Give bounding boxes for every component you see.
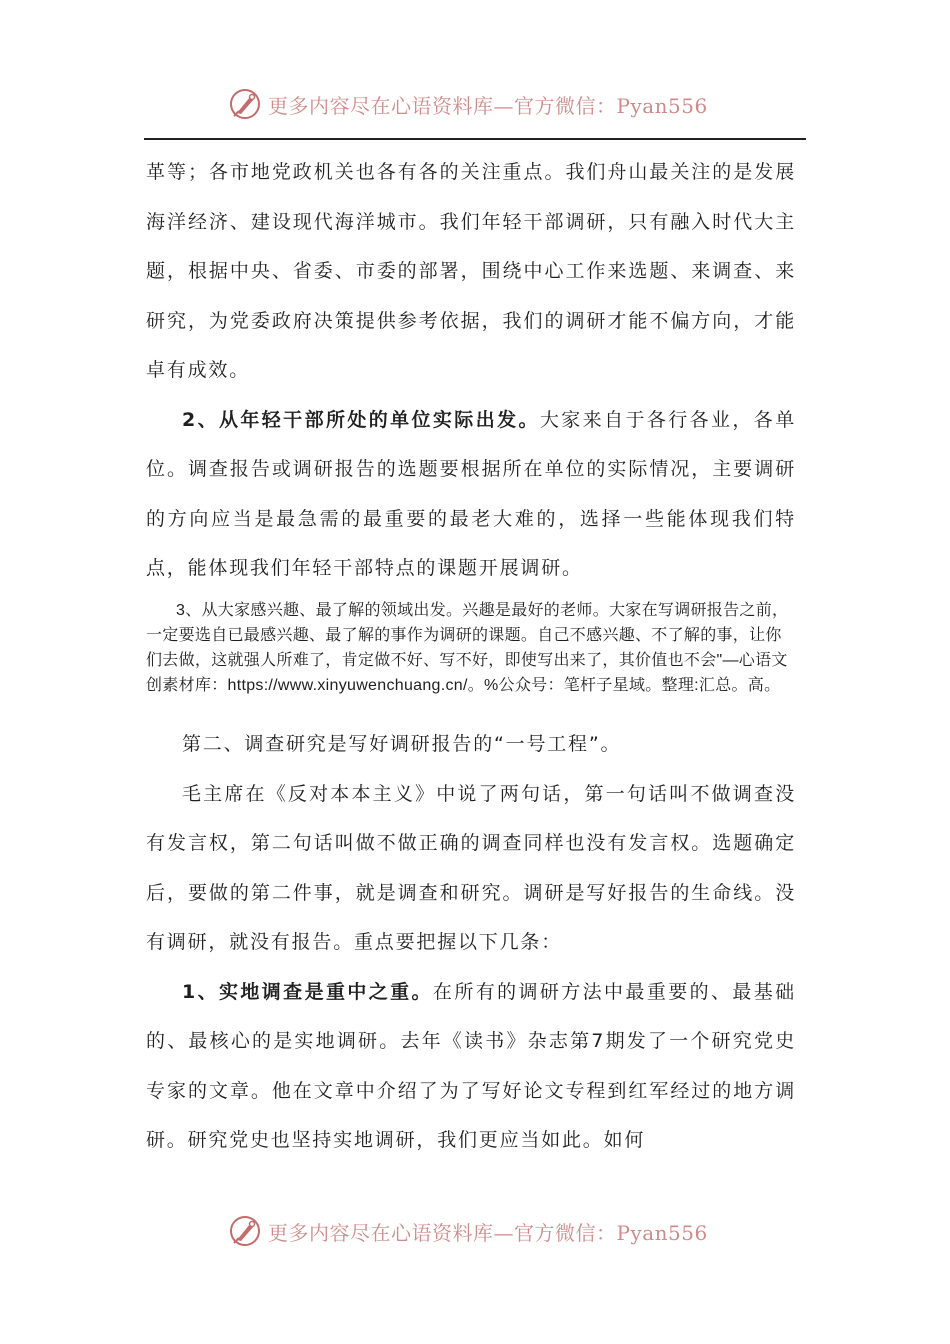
paragraph-2: [146, 396, 796, 594]
header-banner-text: 更多内容尽在心语资料库—官方微信：Pyan556: [268, 93, 708, 118]
paragraph-2-text: 大家来自于各行各业，各单位。调查报告或调研报告的选题要根据所在单位的实际情况，主要调研的方向应当是最急需的最重要的最老大难的，选择一些能体现我们特点，能体现我们年轻干部特点的课题开展调研。: [146, 408, 796, 579]
quill-pen-logo-icon: [228, 1214, 262, 1248]
paragraph-3: 3、从大家感兴趣、最了解的领域出发。兴趣是最好的老师。大家在写调研报告之前，一定要选自已最感兴趣、最了解的事作为调研的课题。自己不感兴趣、不了解的事，让你们去做，这就强人所难了，肯定做不好、写不好，即使写出来了，其价值也不会"—心语文创素材库：https://www.xinyuwenchuang.cn/。%公众号：笔杆子星域。整理:汇总。高。: [146, 601, 789, 694]
section-heading-2: 第二、调查研究是写好调研报告的“一号工程”。: [182, 733, 622, 755]
paragraph-6-text: 在所有的调研方法中最重要的、最基础的、最核心的是实地调研。去年《读书》杂志第7期发了一个研究党史专家的文章。他在文章中介绍了为了写好论文专程到红军经过的地方调研。研究党史也坚持实地调研，我们更应当如此。如何: [146, 980, 796, 1151]
paragraph-1: 革等；各市地党政机关也各有各的关注重点。我们舟山最关注的是发展海洋经济、建设现代海洋城市。我们年轻干部调研，只有融入时代大主题，根据中央、省委、市委的部署，围绕中心工作来选题、来调查、来研究，为党委政府决策提供参考依据，我们的调研才能不偏方向，才能卓有成效。: [146, 161, 796, 381]
paragraph-6: [146, 968, 796, 1166]
document-body-bottom: [146, 720, 796, 1166]
paragraph-2-heading: 2、从年轻干部所处的单位实际出发。: [182, 408, 540, 431]
footer-banner-text: 更多内容尽在心语资料库—官方微信：Pyan556: [268, 1220, 708, 1245]
document-body-top: [146, 148, 796, 698]
quill-pen-logo-icon: [228, 87, 262, 121]
header-banner: [228, 84, 708, 124]
paragraph-6-heading: 1、实地调查是重中之重。: [182, 980, 433, 1003]
header-divider: [144, 138, 806, 140]
paragraph-5: 毛主席在《反对本本主义》中说了两句话，第一句话叫不做调查没有发言权，第二句话叫做不做正确的调查同样也没有发言权。选题确定后，要做的第二件事，就是调查和研究。调研是写好报告的生命线。没有调研，就没有报告。重点要把握以下几条：: [146, 782, 796, 953]
footer-banner: [228, 1211, 708, 1251]
